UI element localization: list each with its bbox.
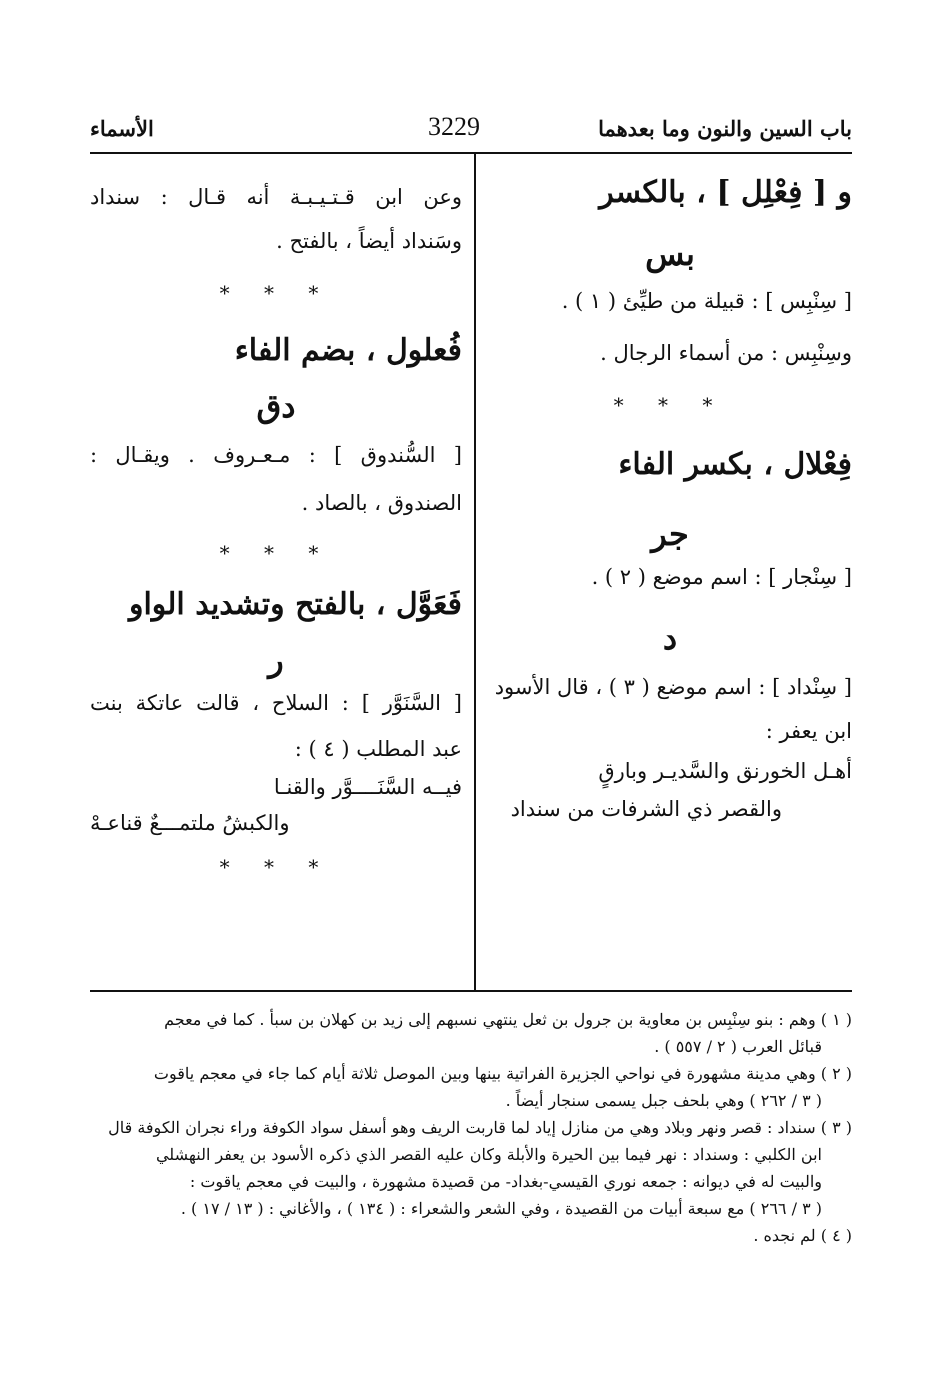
root-heading: جر bbox=[651, 515, 689, 553]
header-section-title: الأسماء bbox=[90, 116, 154, 141]
entry-line: عبد المطلب ( ٤ ) : bbox=[294, 737, 462, 761]
root-heading: د bbox=[662, 619, 678, 657]
entry-line: [ السَّنَوَّر ] : السلاح ، قالت عاتكة بنت bbox=[90, 691, 462, 715]
section-separator: * * * bbox=[219, 541, 333, 565]
root-heading: ر bbox=[268, 641, 284, 679]
entry-line: ابن يعفر : bbox=[765, 719, 852, 743]
section-separator: * * * bbox=[613, 393, 727, 417]
footnote-line: ( ٤ ) لم نجده . bbox=[753, 1226, 852, 1245]
entry-line: [ سِنْبِس ] : قبيلة من طيِّئ ( ١ ) . bbox=[561, 289, 852, 313]
pattern-heading: و [ فِعْلِل ] ، بالكسر bbox=[599, 175, 852, 210]
footnote-line: ( ٣ / ٢٦٦ ) مع سبعة أبيات من القصيدة ، وفي الشعر والشعراء : ( ١٣٤ ) ، والأغاني : ( ١٣ / ١٧ ) . bbox=[180, 1199, 822, 1218]
entry-line: [ سِنْداد ] : اسم موضع ( ٣ ) ، قال الأسود bbox=[494, 675, 852, 699]
poem-line: والقصر ذي الشرفات من سنداد bbox=[510, 797, 782, 821]
footnote-line: ( ١ ) وهم : بنو سِنْبِس بن معاوية بن جرول بن ثعل ينتهي نسبهم إلى زيد بن كهلان بن سبأ . كما في معجم bbox=[164, 1010, 852, 1029]
left-column bbox=[90, 168, 462, 882]
entry-line: [ سِنْجار ] : اسم موضع ( ٢ ) . bbox=[591, 565, 852, 589]
poem-line: والكبشُ ملتمـــعٌ قناعـهْ bbox=[90, 811, 290, 835]
entry-line: وسَنداد أيضاً ، بالفتح . bbox=[276, 229, 462, 253]
pattern-heading: فُعلول ، بضم الفاء bbox=[234, 333, 462, 368]
footnote-rule bbox=[90, 990, 852, 992]
right-column bbox=[488, 168, 852, 826]
footnote-line: ( ٣ / ٢٦٢ ) وهي بلحف جبل يسمى سنجار أيضاً . bbox=[505, 1091, 822, 1110]
entry-line: وسِنْبِس : من أسماء الرجال . bbox=[600, 341, 852, 365]
footnote-line: ( ٢ ) وهي مدينة مشهورة في نواحي الجزيرة الفراتية بينها وبين الموصل ثلاثة أيام كما جاء في معجم ياقوت bbox=[153, 1064, 852, 1083]
footnote-line: ابن الكلبي : وسنداد : نهر فيما بين الحيرة والأبلة وكان عليه القصر الذي ذكره الأسود بن يعفر النهشلي bbox=[155, 1145, 822, 1164]
entry-line: وعن ابن قـتـيـبـة أنه قـال : سنداد bbox=[90, 185, 462, 209]
footnotes bbox=[90, 1006, 852, 1249]
entry-line: الصندوق ، بالصاد . bbox=[301, 491, 462, 515]
poem-line: أهـل الخورنق والسَّديـر وبارقٍ bbox=[598, 759, 852, 783]
section-separator: * * * bbox=[219, 281, 333, 305]
root-heading: دق bbox=[256, 387, 296, 425]
entry-line: [ السُّندوق ] : مـعـروف . ويقـال : bbox=[90, 443, 462, 467]
header-chapter-title: باب السين والنون وما بعدهما bbox=[598, 116, 852, 141]
page-number: 3229 bbox=[428, 112, 480, 141]
root-heading: بس bbox=[645, 235, 695, 273]
section-separator: * * * bbox=[219, 855, 333, 879]
poem-line: فيــه السَّنَــــوَّر والقنـا bbox=[273, 775, 462, 799]
footnote-line: ( ٣ ) سنداد : قصر ونهر وبلاد وهي من منازل إياد لما قاربت الريف وهو أسفل سواد الكوفة وراء نجران الكوفة قال bbox=[108, 1118, 852, 1137]
pattern-heading: فِعْلال ، بكسر الفاء bbox=[618, 447, 852, 482]
footnote-line: والبيت له في ديوانه : جمعه نوري القيسي-بغداد- من قصيدة مشهورة ، والبيت في معجم ياقوت : bbox=[189, 1172, 822, 1191]
page-header bbox=[90, 112, 852, 152]
footnote-line: قبائل العرب ( ٢ / ٥٥٧ ) . bbox=[654, 1037, 822, 1056]
column-divider bbox=[474, 154, 476, 990]
pattern-heading: فَعَوَّل ، بالفتح وتشديد الواو bbox=[128, 587, 462, 622]
header-rule bbox=[90, 152, 852, 154]
